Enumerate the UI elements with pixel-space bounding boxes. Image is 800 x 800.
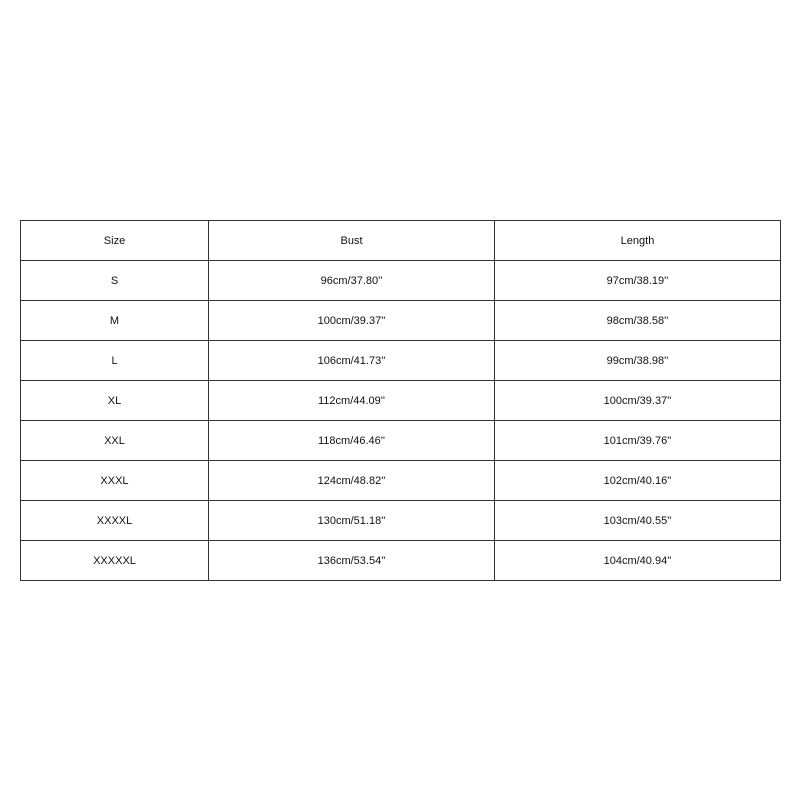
size-cell: XXXXL [21,501,209,541]
bust-cell: 130cm/51.18'' [209,501,495,541]
table-row [21,301,781,341]
length-cell: 102cm/40.16'' [495,461,781,501]
table-row [21,261,781,301]
size-cell: S [21,261,209,301]
table-row [21,461,781,501]
size-cell: XXL [21,421,209,461]
length-cell: 97cm/38.19'' [495,261,781,301]
length-cell: 99cm/38.98'' [495,341,781,381]
size-cell: XXXL [21,461,209,501]
size-cell: M [21,301,209,341]
table-row [21,341,781,381]
header-length: Length [495,221,781,261]
length-cell: 98cm/38.58'' [495,301,781,341]
length-cell: 101cm/39.76'' [495,421,781,461]
header-size: Size [21,221,209,261]
size-cell: XXXXXL [21,541,209,581]
header-bust: Bust [209,221,495,261]
length-cell: 103cm/40.55'' [495,501,781,541]
size-cell: L [21,341,209,381]
bust-cell: 112cm/44.09'' [209,381,495,421]
bust-cell: 106cm/41.73'' [209,341,495,381]
bust-cell: 118cm/46.46'' [209,421,495,461]
bust-cell: 136cm/53.54'' [209,541,495,581]
table-row [21,381,781,421]
table-row [21,421,781,461]
table-header-row [21,221,781,261]
length-cell: 100cm/39.37'' [495,381,781,421]
table-row [21,541,781,581]
bust-cell: 100cm/39.37'' [209,301,495,341]
size-chart-table [20,220,781,581]
bust-cell: 124cm/48.82'' [209,461,495,501]
bust-cell: 96cm/37.80'' [209,261,495,301]
length-cell: 104cm/40.94'' [495,541,781,581]
table-row [21,501,781,541]
size-cell: XL [21,381,209,421]
